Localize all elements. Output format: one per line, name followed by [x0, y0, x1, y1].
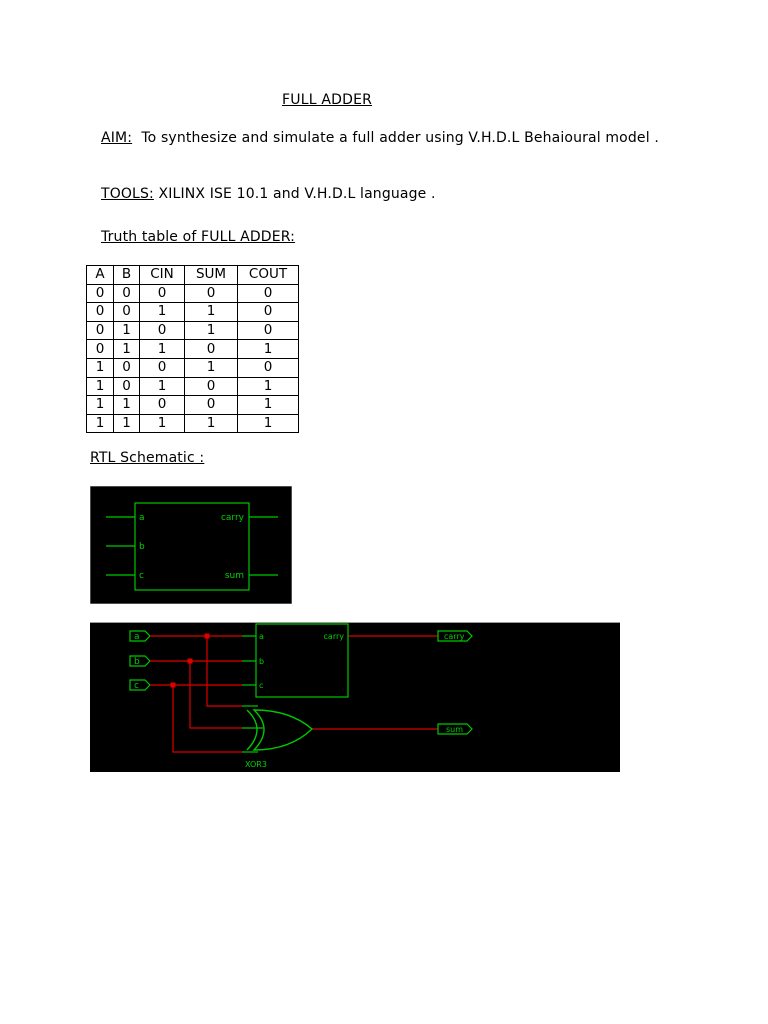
table-row — [87, 358, 299, 377]
cell-b: 0 — [114, 377, 140, 396]
cell-cout: 1 — [238, 340, 299, 359]
block-pin-a: a — [259, 632, 264, 641]
cell-b: 0 — [114, 284, 140, 303]
cell-a: 0 — [87, 340, 114, 359]
block-input-a: a — [139, 513, 145, 523]
cell-cin: 1 — [140, 414, 185, 433]
cell-cout: 0 — [238, 303, 299, 322]
header-a: A — [87, 266, 114, 285]
rtl-schematic-title: RTL Schematic : — [90, 450, 205, 466]
block-output-sum: sum — [224, 571, 244, 581]
rtl-block-schematic — [90, 486, 292, 604]
port-c-label: c — [134, 681, 139, 691]
port-b-label: b — [134, 657, 140, 667]
cell-sum: 0 — [185, 396, 238, 415]
cell-sum: 0 — [185, 377, 238, 396]
cell-b: 1 — [114, 414, 140, 433]
cell-cin: 0 — [140, 284, 185, 303]
cell-a: 1 — [87, 377, 114, 396]
cell-a: 0 — [87, 284, 114, 303]
junction-a — [205, 634, 210, 639]
cell-sum: 1 — [185, 303, 238, 322]
header-b: B — [114, 266, 140, 285]
block-input-b: b — [139, 542, 145, 552]
cell-b: 1 — [114, 321, 140, 340]
junction-b — [188, 659, 193, 664]
cell-cout: 0 — [238, 358, 299, 377]
cell-cin: 0 — [140, 396, 185, 415]
cell-a: 1 — [87, 396, 114, 415]
cell-a: 0 — [87, 303, 114, 322]
cell-cin: 0 — [140, 321, 185, 340]
tools-paragraph — [101, 186, 436, 202]
page-title: FULL ADDER — [282, 92, 373, 108]
port-sum-label: sum — [446, 725, 464, 734]
cell-b: 1 — [114, 396, 140, 415]
cell-cin: 1 — [140, 303, 185, 322]
block-pin-c: c — [259, 681, 264, 690]
cell-b: 1 — [114, 340, 140, 359]
table-row — [87, 284, 299, 303]
header-cin: CIN — [140, 266, 185, 285]
cell-sum: 0 — [185, 340, 238, 359]
block-output-carry: carry — [220, 513, 244, 523]
cell-sum: 1 — [185, 321, 238, 340]
rtl-detail-schematic — [90, 622, 620, 772]
block-input-c: c — [139, 571, 144, 581]
cell-a: 1 — [87, 414, 114, 433]
aim-paragraph — [101, 129, 676, 148]
block-pin-carry: carry — [323, 632, 344, 641]
truth-table — [86, 265, 299, 433]
cell-cin: 1 — [140, 340, 185, 359]
junction-c — [171, 683, 176, 688]
cell-cout: 1 — [238, 396, 299, 415]
truth-table-title: Truth table of FULL ADDER: — [101, 229, 296, 245]
tools-label: TOOLS: — [101, 186, 154, 202]
cell-a: 1 — [87, 358, 114, 377]
port-a-label: a — [134, 632, 140, 642]
table-row — [87, 321, 299, 340]
aim-label: AIM: — [101, 130, 133, 146]
cell-cout: 0 — [238, 284, 299, 303]
cell-sum: 1 — [185, 358, 238, 377]
xor3-label: XOR3 — [245, 760, 267, 769]
cell-b: 0 — [114, 358, 140, 377]
truth-table-header-row — [87, 266, 299, 285]
table-row — [87, 396, 299, 415]
port-carry-label: carry — [444, 632, 465, 641]
table-row — [87, 414, 299, 433]
cell-cin: 1 — [140, 377, 185, 396]
table-row — [87, 340, 299, 359]
cell-cout: 1 — [238, 377, 299, 396]
block-pin-b: b — [259, 657, 265, 666]
cell-a: 0 — [87, 321, 114, 340]
table-row — [87, 377, 299, 396]
cell-sum: 0 — [185, 284, 238, 303]
cell-cout: 1 — [238, 414, 299, 433]
cell-cout: 0 — [238, 321, 299, 340]
cell-sum: 1 — [185, 414, 238, 433]
cell-b: 0 — [114, 303, 140, 322]
tools-text: XILINX ISE 10.1 and V.H.D.L language . — [158, 186, 436, 202]
cell-cin: 0 — [140, 358, 185, 377]
table-row — [87, 303, 299, 322]
header-sum: SUM — [185, 266, 238, 285]
aim-text: To synthesize and simulate a full adder using V.H.D.L Behaioural model . — [141, 130, 659, 146]
header-cout: COUT — [238, 266, 299, 285]
